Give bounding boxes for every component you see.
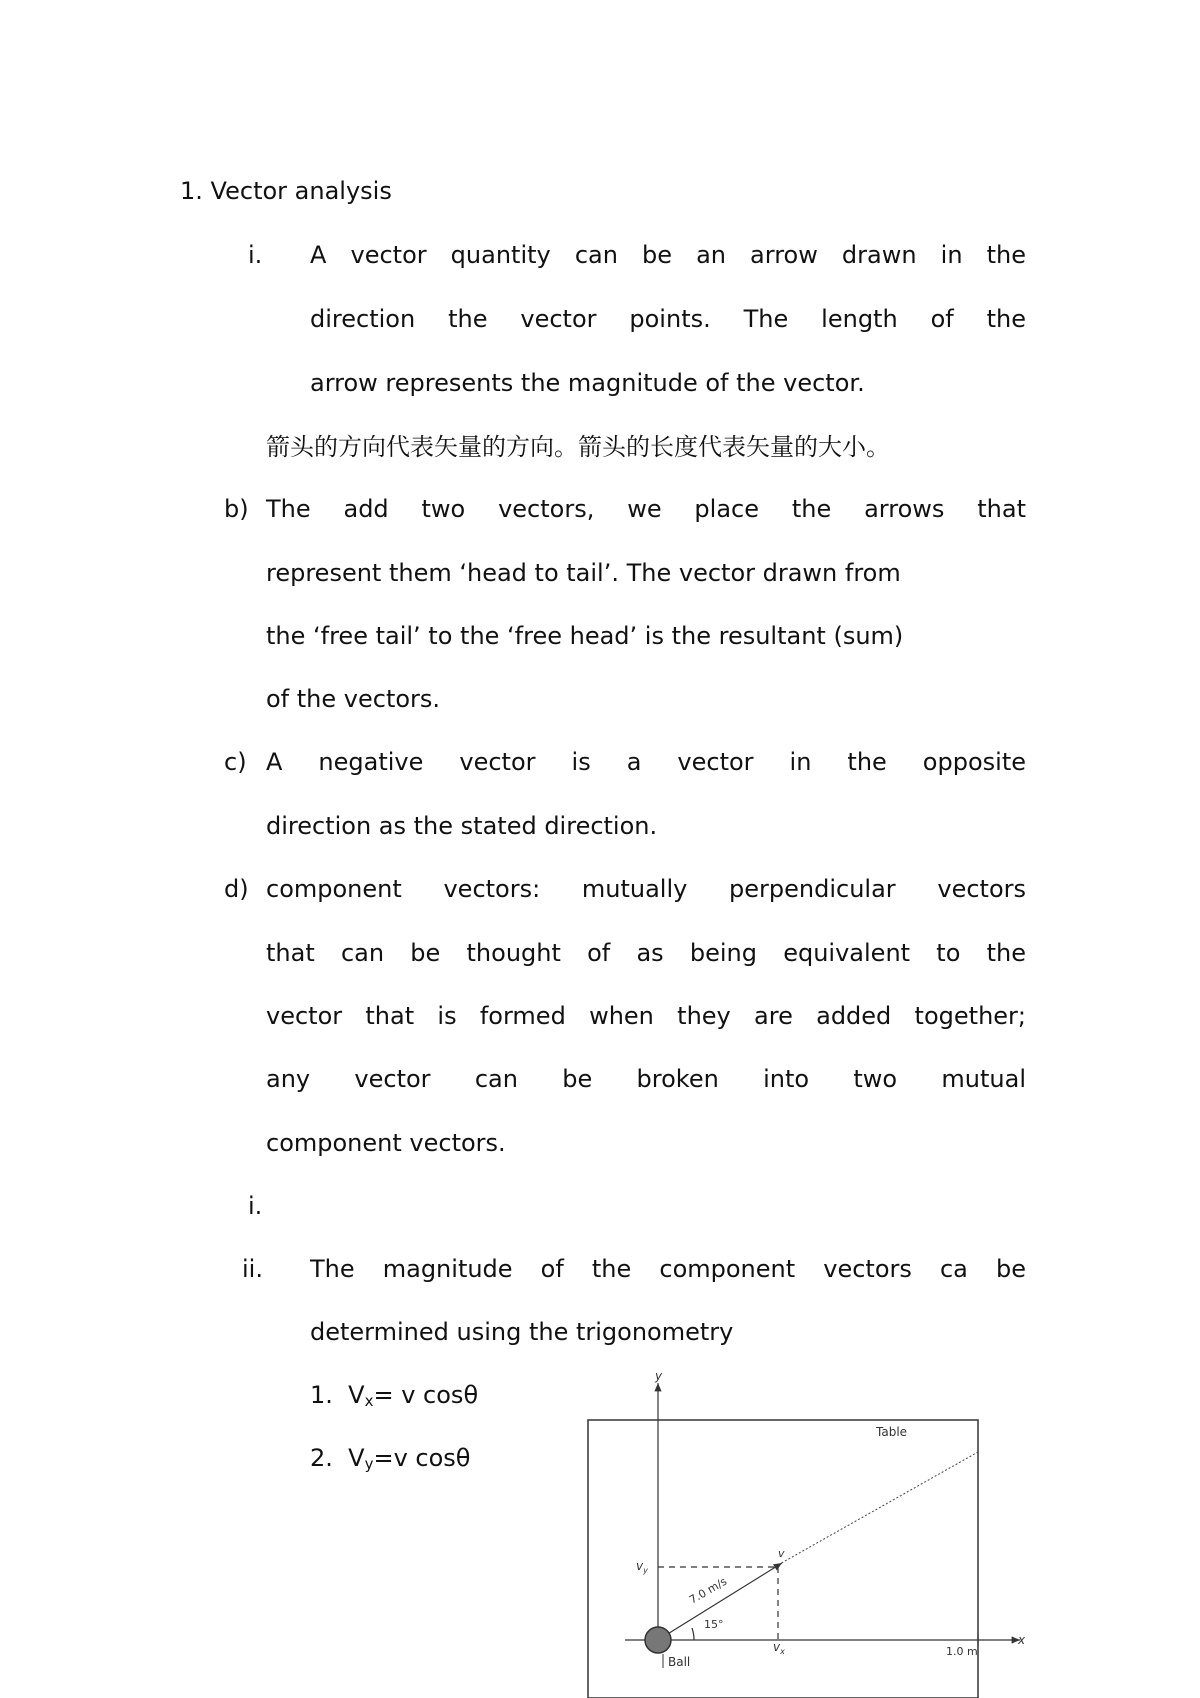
- formula-rhs: = v cosθ: [373, 1381, 479, 1409]
- ball-label: Ball: [668, 1655, 691, 1669]
- paragraph-line: represent them ‘head to tail’. The vector drawn from: [266, 559, 901, 587]
- ball-icon: [645, 1627, 671, 1653]
- vector-components-diagram: [580, 1366, 1030, 1698]
- paragraph-line: determined using the trigonometry: [310, 1318, 734, 1346]
- x-axis-label: x: [1018, 1633, 1026, 1647]
- paragraph-line: arrow represents the magnitude of the vector.: [310, 369, 865, 397]
- formula-vx: [310, 1380, 478, 1416]
- table-label: Table: [876, 1425, 908, 1439]
- paragraph-line: The magnitude of the component vectors ca be: [310, 1255, 1026, 1283]
- paragraph-line: the ‘free tail’ to the ‘free head’ is the resultant (sum): [266, 622, 904, 650]
- section-heading: [180, 176, 392, 206]
- formula-number: 2.: [310, 1444, 333, 1472]
- distance-label: 1.0 m: [946, 1645, 978, 1658]
- list-marker: i.: [248, 1192, 263, 1220]
- paragraph-line: component vectors.: [266, 1129, 506, 1157]
- y-axis-label: y: [655, 1369, 663, 1383]
- formula-subscript: y: [364, 1455, 374, 1473]
- speed-label: 7.0 m/s: [687, 1574, 730, 1607]
- formula-rhs: =v cosθ: [373, 1444, 471, 1472]
- heading-text: Vector analysis: [210, 177, 392, 205]
- formula-number: 1.: [310, 1381, 333, 1409]
- paragraph-line: vector that is formed when they are added together;: [266, 1002, 1026, 1030]
- paragraph-line: A negative vector is a vector in the opposite: [266, 748, 1026, 776]
- paragraph-line: direction as the stated direction.: [266, 812, 658, 840]
- paragraph-line: The add two vectors, we place the arrows that: [266, 495, 1026, 523]
- angle-label: 15°: [704, 1618, 724, 1631]
- formula-vy: [310, 1443, 471, 1479]
- vx-label: $v_x$: [773, 1640, 785, 1656]
- list-marker: ii.: [242, 1255, 263, 1283]
- paragraph-line: A vector quantity can be an arrow drawn in the: [310, 241, 1026, 269]
- formula-subscript: x: [364, 1392, 374, 1410]
- heading-number: 1.: [180, 177, 203, 205]
- paragraph-line: any vector can be broken into two mutual: [266, 1065, 1026, 1093]
- formula-lhs: V: [348, 1444, 365, 1472]
- list-marker: b): [224, 495, 249, 523]
- formula-lhs: V: [348, 1381, 365, 1409]
- chinese-text-line: 箭头的方向代表矢量的方向。箭头的长度代表矢量的大小。: [266, 433, 890, 461]
- trajectory-line: [778, 1452, 978, 1565]
- paragraph-line: that can be thought of as being equivalent to the: [266, 939, 1026, 967]
- v-label: v: [778, 1547, 785, 1560]
- vy-label: $v_y$: [636, 1559, 648, 1575]
- list-marker: c): [224, 748, 247, 776]
- angle-arc: [692, 1628, 694, 1640]
- list-marker: i.: [248, 241, 263, 269]
- paragraph-line: direction the vector points. The length of the: [310, 305, 1026, 333]
- paragraph-line: of the vectors.: [266, 685, 441, 713]
- list-marker: d): [224, 875, 249, 903]
- paragraph-line: component vectors: mutually perpendicular vectors: [266, 875, 1026, 903]
